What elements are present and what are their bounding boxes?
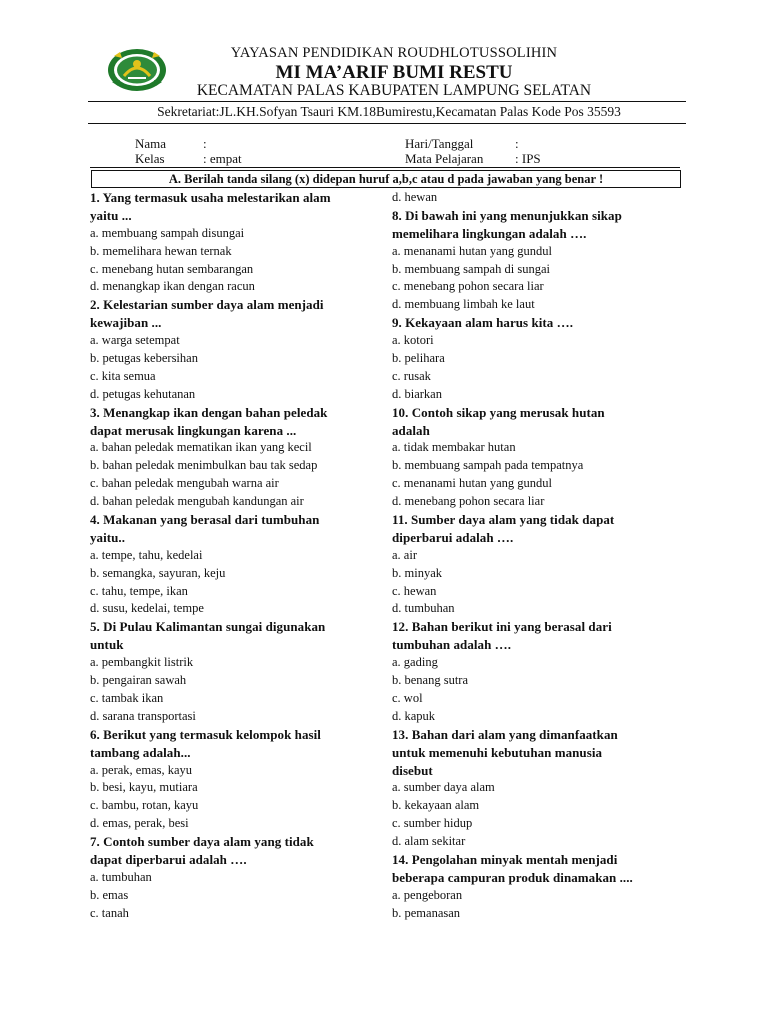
answer-option[interactable]: a. tidak membakar hutan — [392, 440, 516, 455]
kelas-field[interactable]: : empat — [203, 151, 242, 166]
answer-option[interactable]: c. tahu, tempe, ikan — [90, 583, 188, 598]
foundation-name: YAYASAN PENDIDIKAN ROUDHLOTUSSOLIHIN — [230, 45, 558, 61]
answer-option[interactable]: a. perak, emas, kayu — [90, 762, 193, 777]
answer-option[interactable]: a. air — [392, 547, 417, 562]
answer-option[interactable]: c. tanah — [90, 905, 129, 920]
answer-option[interactable]: c. menebang pohon secara liar — [392, 279, 544, 294]
answer-option[interactable]: d. menangkap ikan dengan racun — [90, 279, 255, 294]
answer-option[interactable]: b. pelihara — [392, 351, 445, 366]
question-text: untuk memenuhi kebutuhan manusia — [392, 744, 603, 760]
question-text: 7. Contoh sumber daya alam yang tidak — [90, 834, 314, 850]
answer-option[interactable]: d. bahan peledak mengubah kandungan air — [90, 494, 304, 509]
question-text: 2. Kelestarian sumber daya alam menjadi — [90, 297, 324, 313]
answer-option[interactable]: b. kekayaan alam — [392, 798, 480, 813]
mapel-label: Mata Pelajaran — [405, 151, 484, 166]
question-text: disebut — [392, 762, 433, 778]
answer-option[interactable]: b. membuang sampah pada tempatnya — [392, 458, 584, 473]
question-text: tumbuhan adalah …. — [392, 637, 512, 653]
answer-option[interactable]: b. membuang sampah di sungai — [392, 261, 550, 276]
answer-option[interactable]: b. minyak — [392, 565, 442, 580]
answer-option[interactable]: d. hewan — [392, 190, 438, 204]
answer-option[interactable]: c. hewan — [392, 583, 437, 598]
answer-option[interactable]: d. alam sekitar — [392, 834, 466, 849]
question-text: 1. Yang termasuk usaha melestarikan alam — [90, 190, 331, 205]
answer-option[interactable]: d. emas, perak, besi — [90, 816, 189, 831]
answer-option[interactable]: c. bambu, rotan, kayu — [90, 798, 199, 813]
answer-option[interactable]: d. sarana transportasi — [90, 708, 196, 723]
question-text: 3. Menangkap ikan dengan bahan peledak — [90, 404, 328, 420]
answer-option[interactable]: d. tumbuhan — [392, 601, 455, 616]
answer-option[interactable]: c. bahan peledak mengubah warna air — [90, 476, 279, 491]
question-text: untuk — [90, 637, 124, 653]
answer-option[interactable]: a. tempe, tahu, kedelai — [90, 547, 203, 562]
answer-option[interactable]: d. kapuk — [392, 708, 436, 723]
instruction-box: A. Berilah tanda silang (x) didepan huruf a,b,c atau d pada jawaban yang benar ! — [91, 170, 681, 188]
answer-option[interactable]: a. pengeboran — [392, 887, 463, 902]
question-text: 13. Bahan dari alam yang dimanfaatkan — [392, 726, 618, 742]
question-text: 9. Kekayaan alam harus kita …. — [392, 315, 573, 331]
question-text: 5. Di Pulau Kalimantan sungai digunakan — [90, 619, 326, 635]
letterhead — [0, 0, 768, 122]
answer-option[interactable]: d. menebang pohon secara liar — [392, 494, 545, 509]
answer-option[interactable]: a. kotori — [392, 333, 434, 348]
answer-option[interactable]: d. petugas kehutanan — [90, 386, 196, 401]
answer-option[interactable]: c. tambak ikan — [90, 690, 164, 705]
answer-option[interactable]: c. wol — [392, 690, 423, 705]
question-text: yaitu ... — [90, 207, 132, 223]
answer-option[interactable]: a. warga setempat — [90, 333, 180, 348]
mapel-field[interactable]: : IPS — [515, 151, 541, 166]
answer-option[interactable]: a. bahan peledak mematikan ikan yang kecil — [90, 440, 312, 455]
question-text: beberapa campuran produk dinamakan .... — [392, 869, 633, 885]
answer-option[interactable]: c. menebang hutan sembarangan — [90, 261, 254, 276]
hari-label: Hari/Tanggal — [405, 136, 474, 151]
nama-field[interactable]: : — [203, 136, 207, 151]
answer-option[interactable]: a. sumber daya alam — [392, 780, 495, 795]
answer-option[interactable]: c. rusak — [392, 368, 431, 383]
answer-option[interactable]: b. petugas kebersihan — [90, 351, 198, 366]
question-text: tambang adalah... — [90, 744, 191, 760]
answer-option[interactable]: b. semangka, sayuran, keju — [90, 565, 226, 580]
answer-option[interactable]: a. menanami hutan yang gundul — [392, 243, 553, 258]
school-address: Sekretariat:JL.KH.Sofyan Tsauri KM.18Bumirestu,Kecamatan Palas Kode Pos 35593 — [157, 104, 621, 119]
answer-option[interactable]: d. membuang limbah ke laut — [392, 297, 535, 312]
question-text: dapat diperbarui adalah …. — [90, 851, 247, 867]
answer-option[interactable]: b. benang sutra — [392, 673, 469, 688]
answer-option[interactable]: c. menanami hutan yang gundul — [392, 476, 553, 491]
hari-field[interactable]: : — [515, 136, 519, 151]
answer-option[interactable]: c. kita semua — [90, 368, 156, 383]
question-text: yaitu.. — [90, 529, 126, 545]
question-text: 10. Contoh sikap yang merusak hutan — [392, 404, 605, 420]
answer-option[interactable]: b. besi, kayu, mutiara — [90, 780, 198, 795]
question-column-right — [392, 189, 682, 923]
answer-option[interactable]: a. pembangkit listrik — [90, 655, 194, 670]
question-text: kewajiban ... — [90, 315, 162, 331]
header-rule-top — [88, 101, 686, 102]
question-text: diperbarui adalah …. — [392, 529, 514, 545]
question-text: 6. Berikut yang termasuk kelompok hasil — [90, 726, 321, 742]
answer-option[interactable]: d. biarkan — [392, 386, 442, 401]
question-column-left — [90, 189, 380, 923]
question-text: 4. Makanan yang berasal dari tumbuhan — [90, 512, 320, 528]
question-text: 11. Sumber daya alam yang tidak dapat — [392, 512, 615, 528]
answer-option[interactable]: a. gading — [392, 655, 438, 670]
answer-option[interactable]: b. pengairan sawah — [90, 673, 187, 688]
answer-option[interactable]: b. memelihara hewan ternak — [90, 243, 232, 258]
nama-label: Nama — [135, 136, 167, 151]
question-text: dapat merusak lingkungan karena ... — [90, 422, 297, 438]
district-name: KECAMATAN PALAS KABUPATEN LAMPUNG SELATAN — [196, 82, 592, 99]
answer-option[interactable]: b. emas — [90, 887, 129, 902]
answer-option[interactable]: b. pemanasan — [392, 905, 461, 920]
answer-option[interactable]: a. tumbuhan — [90, 869, 152, 884]
identity-rule — [90, 167, 680, 168]
question-text: memelihara lingkungan adalah …. — [392, 225, 587, 241]
question-text: adalah — [392, 422, 430, 438]
answer-option[interactable]: d. susu, kedelai, tempe — [90, 601, 204, 616]
question-text: 14. Pengolahan minyak mentah menjadi — [392, 851, 618, 867]
kelas-label: Kelas — [135, 151, 165, 166]
header-rule-bottom — [88, 123, 686, 124]
school-name: MI MA’ARIF BUMI RESTU — [275, 62, 513, 83]
question-text: 8. Di bawah ini yang menunjukkan sikap — [392, 207, 622, 223]
answer-option[interactable]: b. bahan peledak menimbulkan bau tak sedap — [90, 458, 318, 473]
question-text: 12. Bahan berikut ini yang berasal dari — [392, 619, 612, 635]
answer-option[interactable]: c. sumber hidup — [392, 816, 473, 831]
answer-option[interactable]: a. membuang sampah disungai — [90, 225, 245, 240]
